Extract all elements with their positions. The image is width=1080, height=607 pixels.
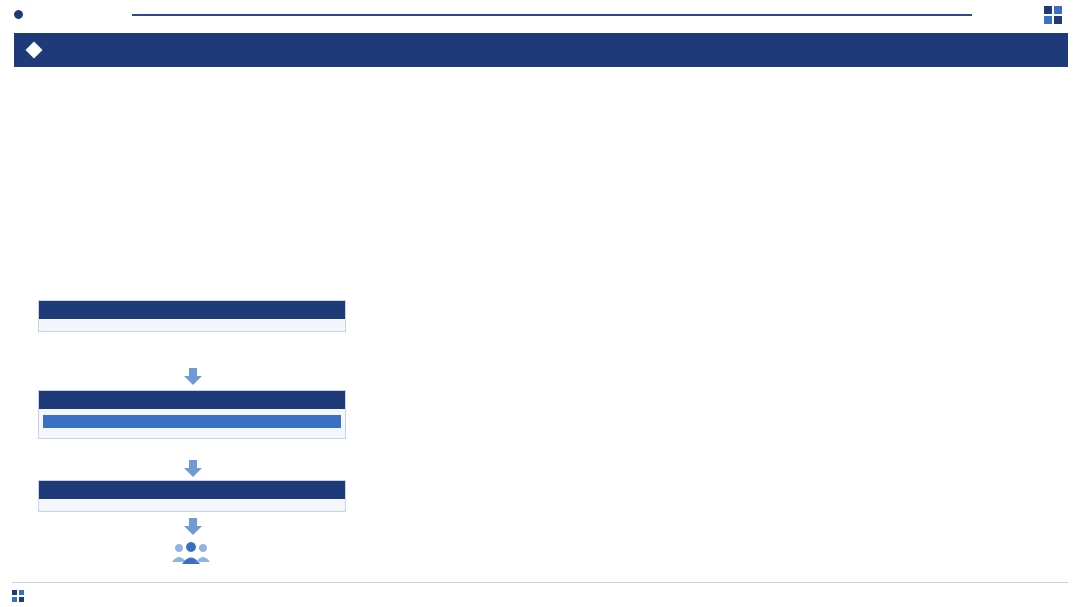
footer [12,587,30,605]
footer-logo-icon [12,590,24,602]
footer-rule [12,582,1068,583]
